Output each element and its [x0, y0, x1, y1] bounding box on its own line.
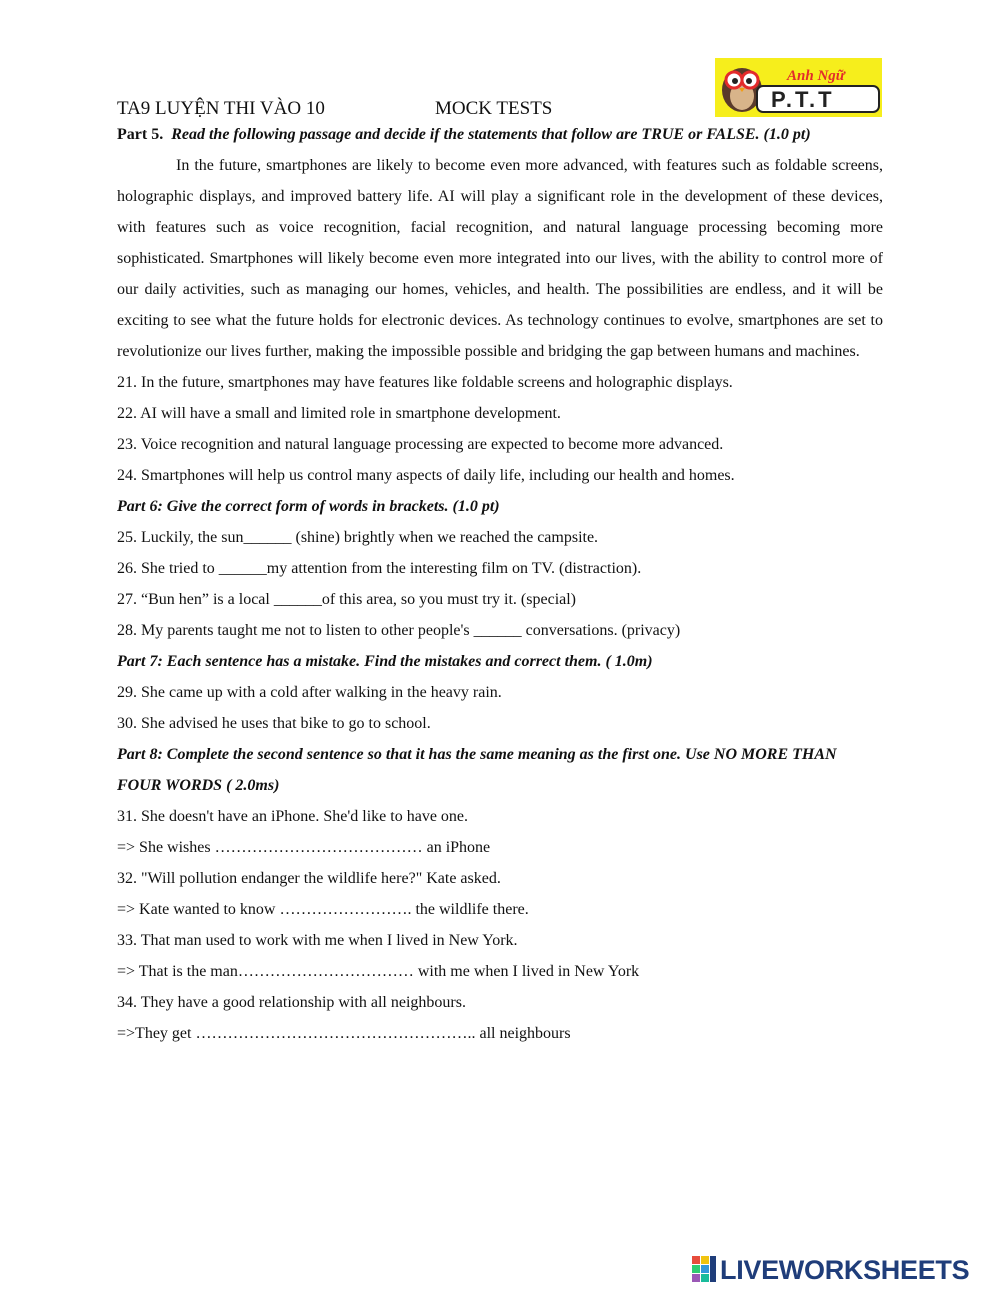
worksheet-content	[117, 119, 883, 1049]
part5-heading	[117, 119, 883, 150]
header-course-title: TA9 LUYỆN THI VÀO 10	[117, 98, 325, 119]
part8-heading: Part 8: Complete the second sentence so that it has the same meaning as the first one. Use NO MORE THAN FOUR WORDS ( 2.0ms)	[117, 746, 837, 794]
answer-32: => Kate wanted to know ……………………. the wildlife there.	[117, 901, 529, 918]
part6-heading: Part 6: Give the correct form of words in brackets. (1.0 pt)	[117, 498, 500, 515]
question-30: 30. She advised he uses that bike to go to school.	[117, 715, 431, 732]
question-24: 24. Smartphones will help us control many aspects of daily life, including our health and homes.	[117, 467, 735, 484]
header-mock-tests: MOCK TESTS	[435, 98, 553, 119]
reading-passage: In the future, smartphones are likely to become even more advanced, with features such as foldable screens, holographic displays, and improved battery life. AI will play a significant role in the development of these devices, with features such as voice recognition, facial recognition, and natural language processing becoming more sophisticated. Smartphones will likely become even more integrated into our lives, with the ability to control more of our daily activities, such as managing our homes, vehicles, and health. The possibilities are endless, and it will be exciting to see what the future holds for electronic devices. As technology continues to evolve, smartphones are set to revolutionize our lives further, making the impossible possible and bridging the gap between humans and machines.	[117, 157, 883, 360]
question-32: 32. "Will pollution endanger the wildlife here?" Kate asked.	[117, 870, 501, 887]
liveworksheets-wordmark: LIVEWORKSHEETS	[720, 1255, 970, 1285]
answer-31: => She wishes ………………………………… an iPhone	[117, 839, 491, 856]
question-31: 31. She doesn't have an iPhone. She'd like to have one.	[117, 808, 469, 825]
question-21: 21. In the future, smartphones may have features like foldable screens and holographic displays.	[117, 374, 733, 391]
question-23: 23. Voice recognition and natural language processing are expected to become more advanced.	[117, 436, 724, 453]
answer-34: =>They get …………………………………………….. all neighbours	[117, 1025, 571, 1042]
question-22: 22. AI will have a small and limited role in smartphone development.	[117, 405, 561, 422]
anh-ngu-ptt-logo	[715, 58, 882, 117]
part7-heading: Part 7: Each sentence has a mistake. Find the mistakes and correct them. ( 1.0m)	[117, 653, 653, 670]
liveworksheets-logo-icon	[692, 1256, 718, 1284]
question-27: 27. “Bun hen” is a local ______of this area, so you must try it. (special)	[117, 591, 577, 608]
part5-number: Part 5.	[117, 126, 164, 143]
question-26: 26. She tried to ______my attention from the interesting film on TV. (distraction).	[117, 560, 642, 577]
question-28: 28. My parents taught me not to listen to other people's ______ conversations. (privacy)	[117, 622, 681, 639]
question-33: 33. That man used to work with me when I lived in New York.	[117, 932, 518, 949]
logo-text-bottom: P.T.T	[771, 87, 835, 112]
logo-text-top: Anh Ngữ	[787, 68, 845, 84]
liveworksheets-brand	[692, 1255, 992, 1285]
question-25: 25. Luckily, the sun______ (shine) brightly when we reached the campsite.	[117, 529, 599, 546]
question-29: 29. She came up with a cold after walking in the heavy rain.	[117, 684, 502, 701]
document-header	[117, 98, 553, 120]
answer-33: => That is the man…………………………… with me when I lived in New York	[117, 963, 640, 980]
question-34: 34. They have a good relationship with all neighbours.	[117, 994, 466, 1011]
part5-instruction: Read the following passage and decide if the statements that follow are TRUE or FALSE. (1.0 pt)	[171, 126, 811, 143]
owl-logo-icon	[715, 58, 882, 117]
